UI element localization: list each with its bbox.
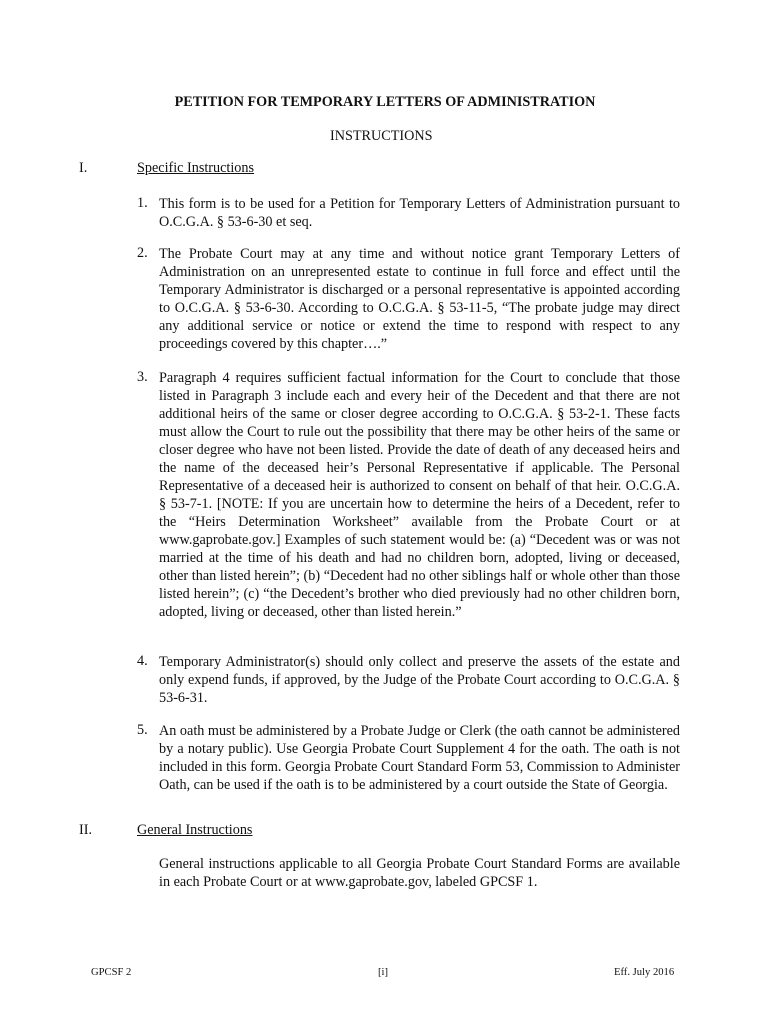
document-title: PETITION FOR TEMPORARY LETTERS OF ADMINISTRATION xyxy=(174,94,596,110)
section-heading: General Instructions xyxy=(137,822,253,838)
item-number: 1. xyxy=(137,195,148,211)
general-instructions-paragraph: General instructions applicable to all Georgia Probate Court Standard Forms are available in each Probate Court or at www.gaprobate.gov, labeled GPCSF 1. xyxy=(159,856,680,890)
footer-form-id: GPCSF 2 xyxy=(91,967,132,978)
footer-effective-date: Eff. July 2016 xyxy=(614,967,675,978)
section-heading: Specific Instructions xyxy=(137,160,255,176)
item-number: 5. xyxy=(137,722,148,738)
section-number: I. xyxy=(79,160,88,176)
footer-page-number: [i] xyxy=(378,967,388,978)
instruction-paragraph: An oath must be administered by a Probate Judge or Clerk (the oath cannot be administered by a notary public). Use Georgia Probate Court Supplement 4 for the oath. The oath is not included in this form. Georgia Probate Court Standard Form 53, Commission to Administer Oath, can be used if the oath is to be administered by a court outside the State of Georgia. xyxy=(159,723,680,793)
instruction-paragraph: Paragraph 4 requires sufficient factual information for the Court to conclude that those listed in Paragraph 3 include each and every heir of the Decedent and that there are not additional heirs of the same or closer degree according to O.C.G.A. § 53-2-1. These facts must allow the Court to rule out the possibility that there may be other heirs of the same or closer degree who have not been listed. Provide the date of death of any deceased heirs and the name of the deceased heir’s Personal Representative if applicable. The Personal Representative of a deceased heir is authorized to consent on behalf of that heir. O.C.G.A. § 53-7-1. [NOTE: If you are uncertain how to determine the heirs of a Decedent, refer to the “Heirs Determination Worksheet” available from the Probate Court or at www.gaprobate.gov.] Examples of such statement would be: (a) “Decedent was or was not married at the time of his death and had no children born, adopted, living or deceased, other than listed herein”; (b) “Decedent had no other siblings half or whole other than those listed herein”; (c) “the Decedent’s brother who died previously had no other children born, adopted, living or deceased, other than listed herein.” xyxy=(159,370,680,620)
instruction-paragraph: Temporary Administrator(s) should only collect and preserve the assets of the estate and only expend funds, if approved, by the Judge of the Probate Court according to O.C.G.A. § 53-6-31. xyxy=(159,654,680,706)
document-subtitle: INSTRUCTIONS xyxy=(330,128,433,144)
item-number: 2. xyxy=(137,245,148,261)
item-number: 3. xyxy=(137,369,148,385)
item-number: 4. xyxy=(137,653,148,669)
instruction-paragraph: The Probate Court may at any time and without notice grant Temporary Letters of Administration on an unrepresented estate to continue in full force and effect until the Temporary Administrator is discharged or a personal representative is appointed according to O.C.G.A. § 53-6-30. According to O.C.G.A. § 53-11-5, “The probate judge may direct any additional service or notice or extend the time to respond with respect to any proceedings covered by this chapter….” xyxy=(159,246,680,352)
instruction-paragraph: This form is to be used for a Petition for Temporary Letters of Administration pursuant to O.C.G.A. § 53-6-30 et seq. xyxy=(159,196,680,230)
section-number: II. xyxy=(79,822,92,838)
